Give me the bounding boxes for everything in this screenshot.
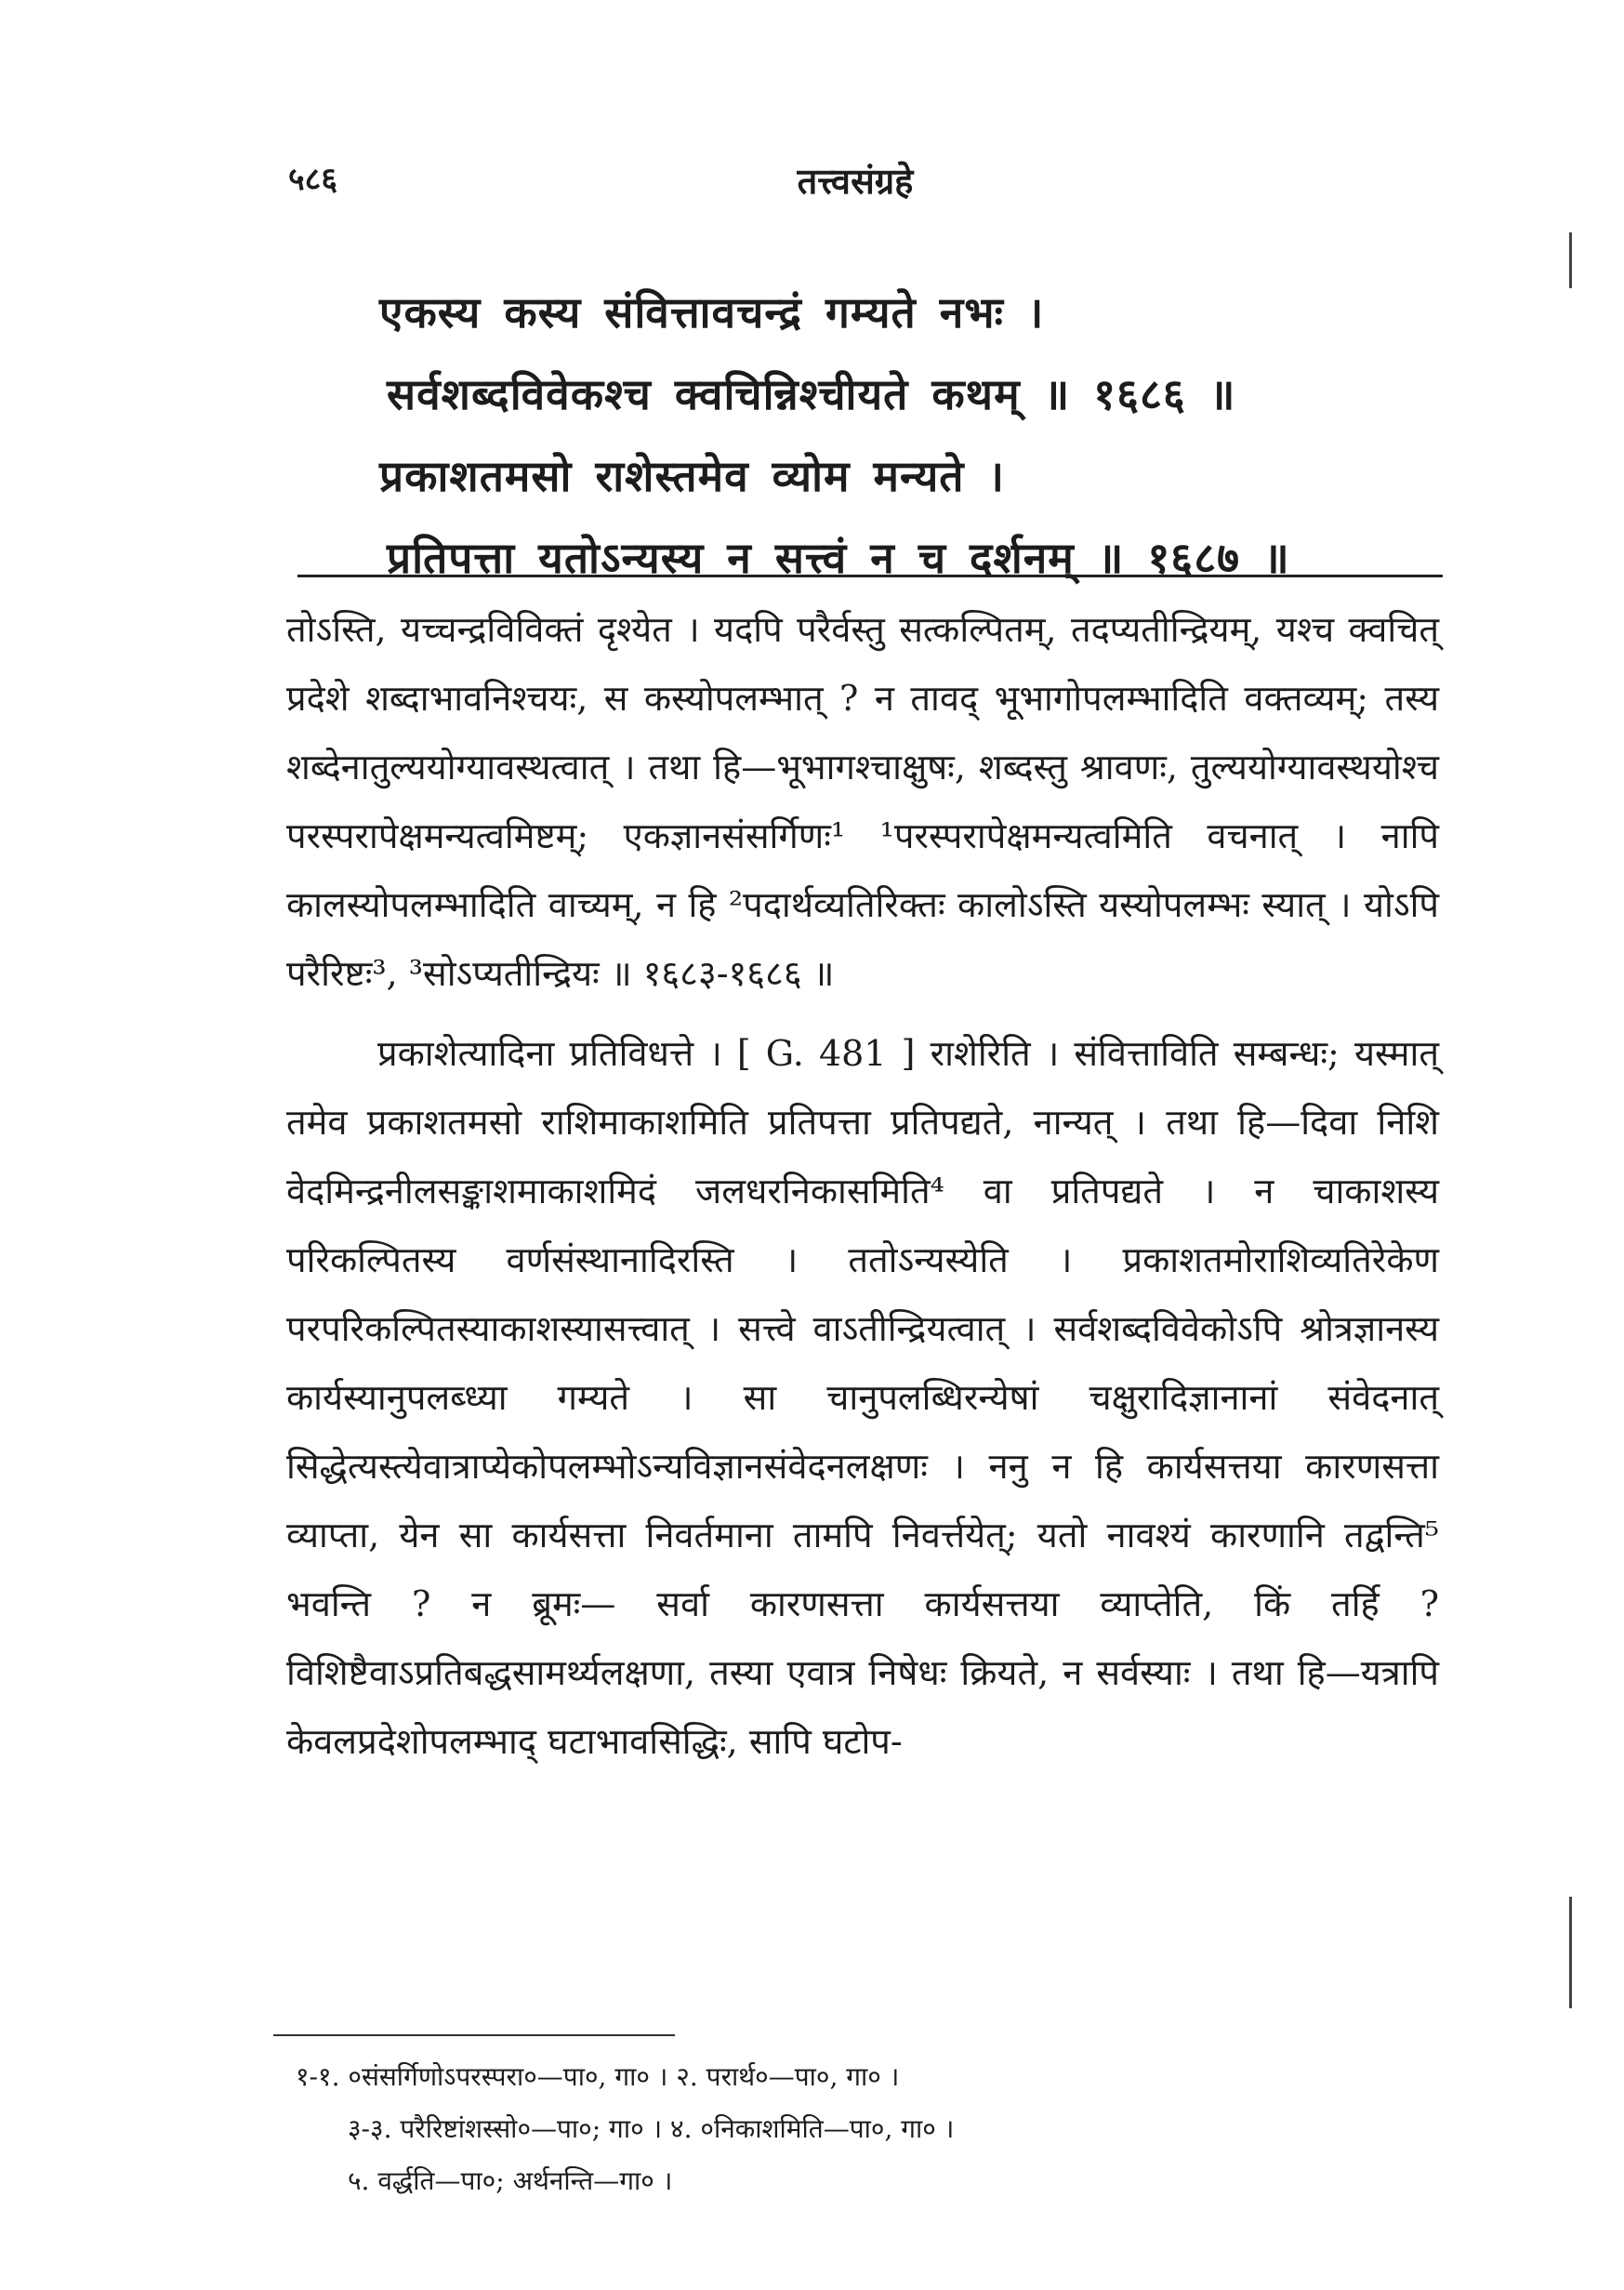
verse-line: एकस्य कस्य संवित्तावचन्द्रं गम्यते नभः । — [379, 287, 1045, 338]
footnotes — [296, 2051, 1430, 2207]
verse-line: सर्वशब्दविवेकश्च क्वचिन्निश्चीयते कथम् ॥ १६८६ ॥ — [387, 369, 1236, 419]
verse-divider — [297, 575, 1443, 577]
footnote-divider — [273, 2034, 675, 2036]
commentary — [286, 595, 1439, 1787]
footnote-line: ५. वर्द्धति—पा०; अर्थनन्ति—गा० । — [348, 2165, 673, 2196]
verse-line: प्रकाशतमसो राशेस्तमेव व्योम मन्यते । — [379, 451, 1005, 501]
running-title: तत्त्वसंग्रहे — [797, 160, 914, 202]
footnote-line: १-१. ०संसर्गिणोऽपरस्परा०—पा०, गा० । २. परार्थ०—पा०, गा० । — [296, 2061, 900, 2092]
footnote-line: ३-३. परैरिष्टांशस्सो०—पा०; गा० । ४. ०निकाशमिति—पा०, गा० । — [348, 2113, 955, 2144]
verse-line: प्रतिपत्ता यतोऽन्यस्य न सत्त्वं न च दर्शनम् ॥ १६८७ ॥ — [387, 533, 1290, 583]
verse-block — [379, 271, 1430, 599]
commentary-paragraph: प्रकाशेत्यादिना प्रतिविधत्ते । [ G. 481 ] राशेरिति । संवित्ताविति सम्बन्धः; यस्मात् तमेव प्रकाशतमसो राशिमाकाशमिति प्रतिपत्ता प्रतिपद्यते, नान्यत् । तथा हि—दिवा निशि वेदमिन्द्रनीलसङ्काशमाकाशमिदं जलधरनिकासमिति⁴ वा प्रतिपद्यते । न चाकाशस्य परिकल्पितस्य वर्णसंस्थानादिरस्ति । ततोऽन्यस्येति । प्रकाशतमोराशिव्यतिरेकेण परपरिकल्पितस्याकाशस्यासत्त्वात् । सत्त्वे वाऽतीन्द्रियत्वात् । सर्वशब्दविवेकोऽपि श्रोत्रज्ञानस्य कार्यस्यानुपलब्ध्या गम्यते । सा चानुपलब्धिरन्येषां चक्षुरादिज्ञानानां संवेदनात् सिद्धेत्यस्त्येवात्राप्येकोपलम्भोऽन्यविज्ञानसंवेदनलक्षणः । ननु न हि कार्यसत्तया कारणसत्ता व्याप्ता, येन सा कार्यसत्ता निवर्तमाना तामपि निवर्त्तयेत्; यतो नावश्यं कारणानि तद्वन्ति⁵ भवन्ति ? न ब्रूमः— सर्वा कारणसत्ता कार्यसत्तया व्याप्तेति, किं तर्हि ? विशिष्टैवाऽप्रतिबद्धसामर्थ्यलक्षणा, तस्या एवात्र निषेधः क्रियते, न सर्वस्याः । तथा हि—यत्रापि केवलप्रदेशोपलम्भाद् घटाभावसिद्धिः, सापि घटोप- — [286, 1033, 1439, 1762]
scan-edge-mark — [1569, 1897, 1572, 2008]
running-head — [279, 156, 1432, 221]
commentary-paragraph: तोऽस्ति, यच्चन्द्रविविक्तं दृश्येत । यदपि परैर्वस्तु सत्कल्पितम्, तदप्यतीन्द्रियम्, यश्च क्वचित् प्रदेशे शब्दाभावनिश्चयः, स कस्योपलम्भात् ? न तावद् भूभागोपलम्भादिति वक्तव्यम्; तस्य शब्देनातुल्ययोग्यावस्थत्वात् । तथा हि—भूभागश्चाक्षुषः, शब्दस्तु श्रावणः, तुल्ययोग्यावस्थयोश्च परस्परापेक्षमन्यत्वमिष्टम्; एकज्ञानसंसर्गिणः¹ ¹परस्परापेक्षमन्यत्वमिति वचनात् । नापि कालस्योपलम्भादिति वाच्यम्, न हि ²पदार्थव्यतिरिक्तः कालोऽस्ति यस्योपलम्भः स्यात् । योऽपि परैरिष्टः³, ³सोऽप्यतीन्द्रियः ॥ १६८३-१६८६ ॥ — [286, 609, 1439, 994]
scan-edge-mark — [1569, 232, 1572, 288]
page-number: ५८६ — [288, 161, 338, 198]
